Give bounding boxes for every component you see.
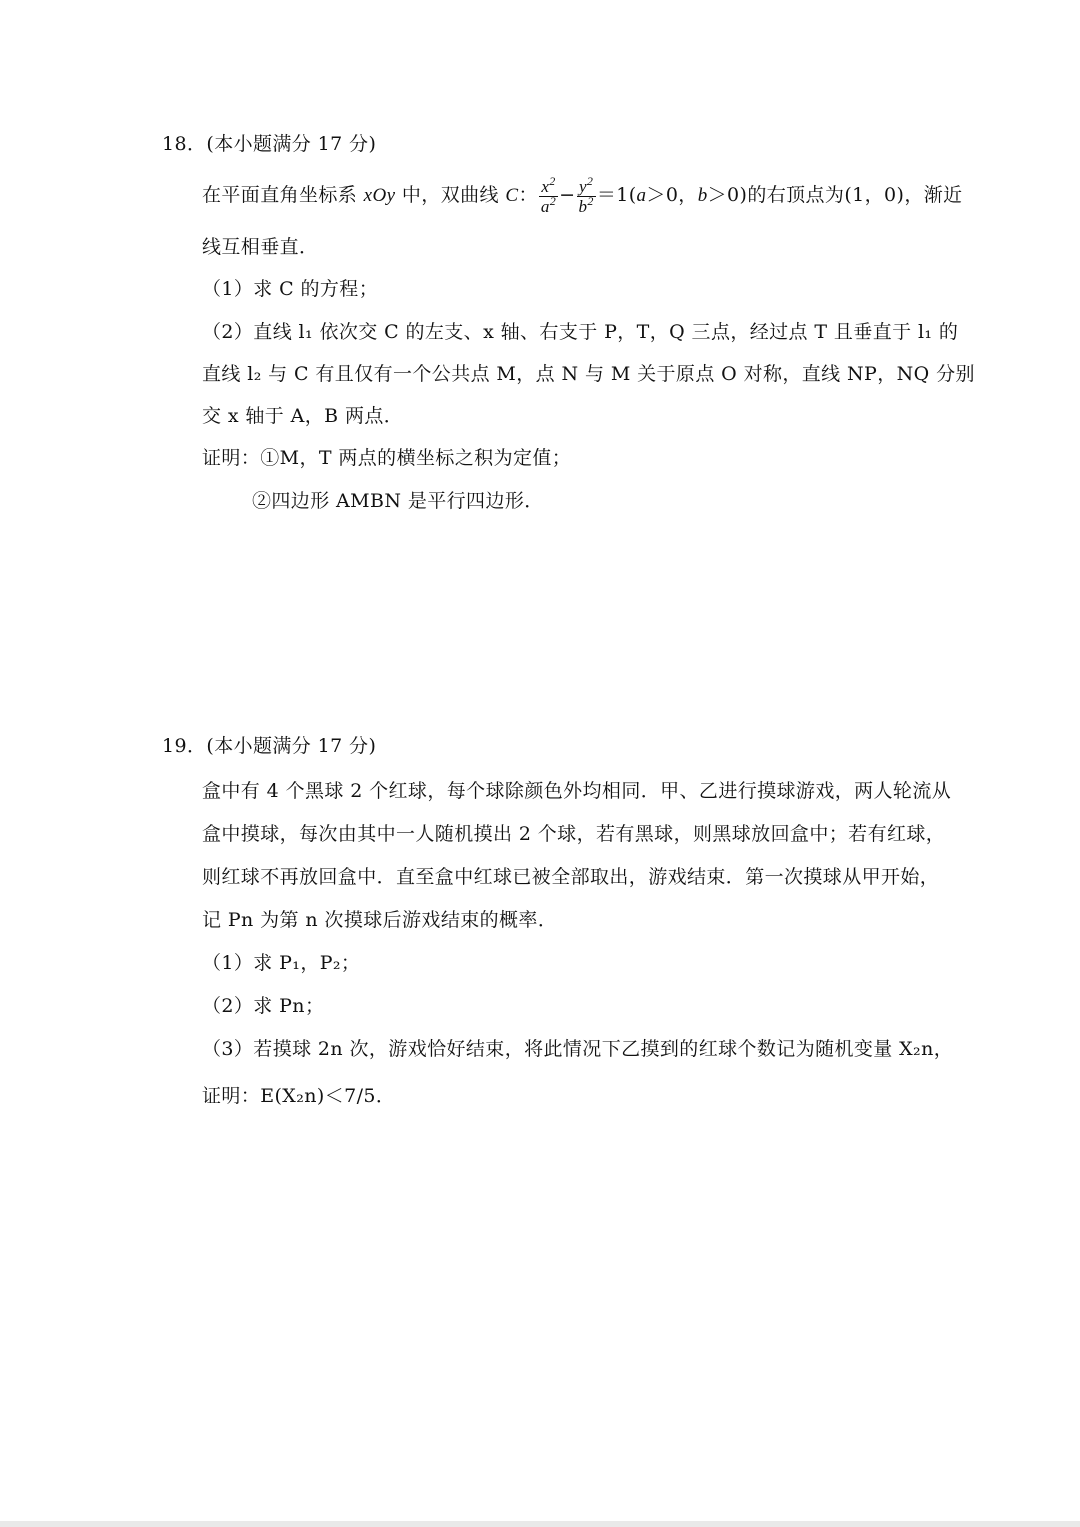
q18-intro-line1: 在平面直角坐标系 xOy 中，双曲线 C： $\frac{x^2}{a^2}$ − $\frac{y^2}{b^2}$ ＝1(a＞0，b＞0)的右顶点为(1，0)，渐近 — [202, 173, 963, 216]
q19-intro-line3: 则红球不再放回盒中．直至盒中红球已被全部取出，游戏结束．第一次摸球从甲开始， — [202, 866, 940, 888]
q18-part2-line2: 直线 l₂ 与 C 有且仅有一个公共点 M，点 N 与 M 关于原点 O 对称，直线 NP，NQ 分别 — [202, 363, 975, 385]
q18-score: (本小题满分 17 分) — [206, 133, 377, 155]
q19-proof: 证明：E(X₂n)＜7/5． — [202, 1085, 396, 1107]
q18-intro-line2: 线互相垂直． — [202, 236, 319, 258]
q19-header — [162, 734, 376, 758]
q19-intro-line2: 盒中摸球，每次由其中一人随机摸出 2 个球，若有黑球，则黑球放回盒中；若有红球， — [202, 823, 946, 845]
q19-intro-line1: 盒中有 4 个黑球 2 个红球，每个球除颜色外均相同．甲、乙进行摸球游戏，两人轮流从 — [202, 780, 952, 802]
q18-header — [162, 132, 376, 156]
q18-proof1: 证明：①M，T 两点的横坐标之积为定值； — [202, 447, 572, 469]
q18-part2-line1: （2）直线 l₁ 依次交 C 的左支、x 轴、右支于 P，T，Q 三点，经过点 T 且垂直于 l₁ 的 — [202, 321, 959, 343]
q19-number: 19． — [162, 735, 207, 757]
fraction-y2-b2: $\frac{y^2}{b^2}$ — [578, 173, 594, 216]
q18-part1: （1）求 C 的方程； — [202, 278, 379, 300]
q18-part2-line3: 交 x 轴于 A，B 两点． — [202, 405, 404, 427]
fraction-x2-a2: $\frac{x^2}{a^2}$ — [540, 173, 557, 216]
q18-proof2: ②四边形 AMBN 是平行四边形． — [252, 490, 544, 512]
q19-part2: （2）求 Pn； — [202, 995, 325, 1017]
q18-number: 18． — [162, 133, 207, 155]
page-bottom-edge — [0, 1521, 1080, 1527]
q19-intro-line4: 记 Pn 为第 n 次摸球后游戏结束的概率． — [202, 909, 558, 931]
q19-part3: （3）若摸球 2n 次，游戏恰好结束，将此情况下乙摸到的红球个数记为随机变量 X₂n， — [202, 1038, 954, 1060]
q19-score: (本小题满分 17 分) — [206, 735, 377, 757]
q19-part1: （1）求 P₁，P₂； — [202, 952, 361, 974]
